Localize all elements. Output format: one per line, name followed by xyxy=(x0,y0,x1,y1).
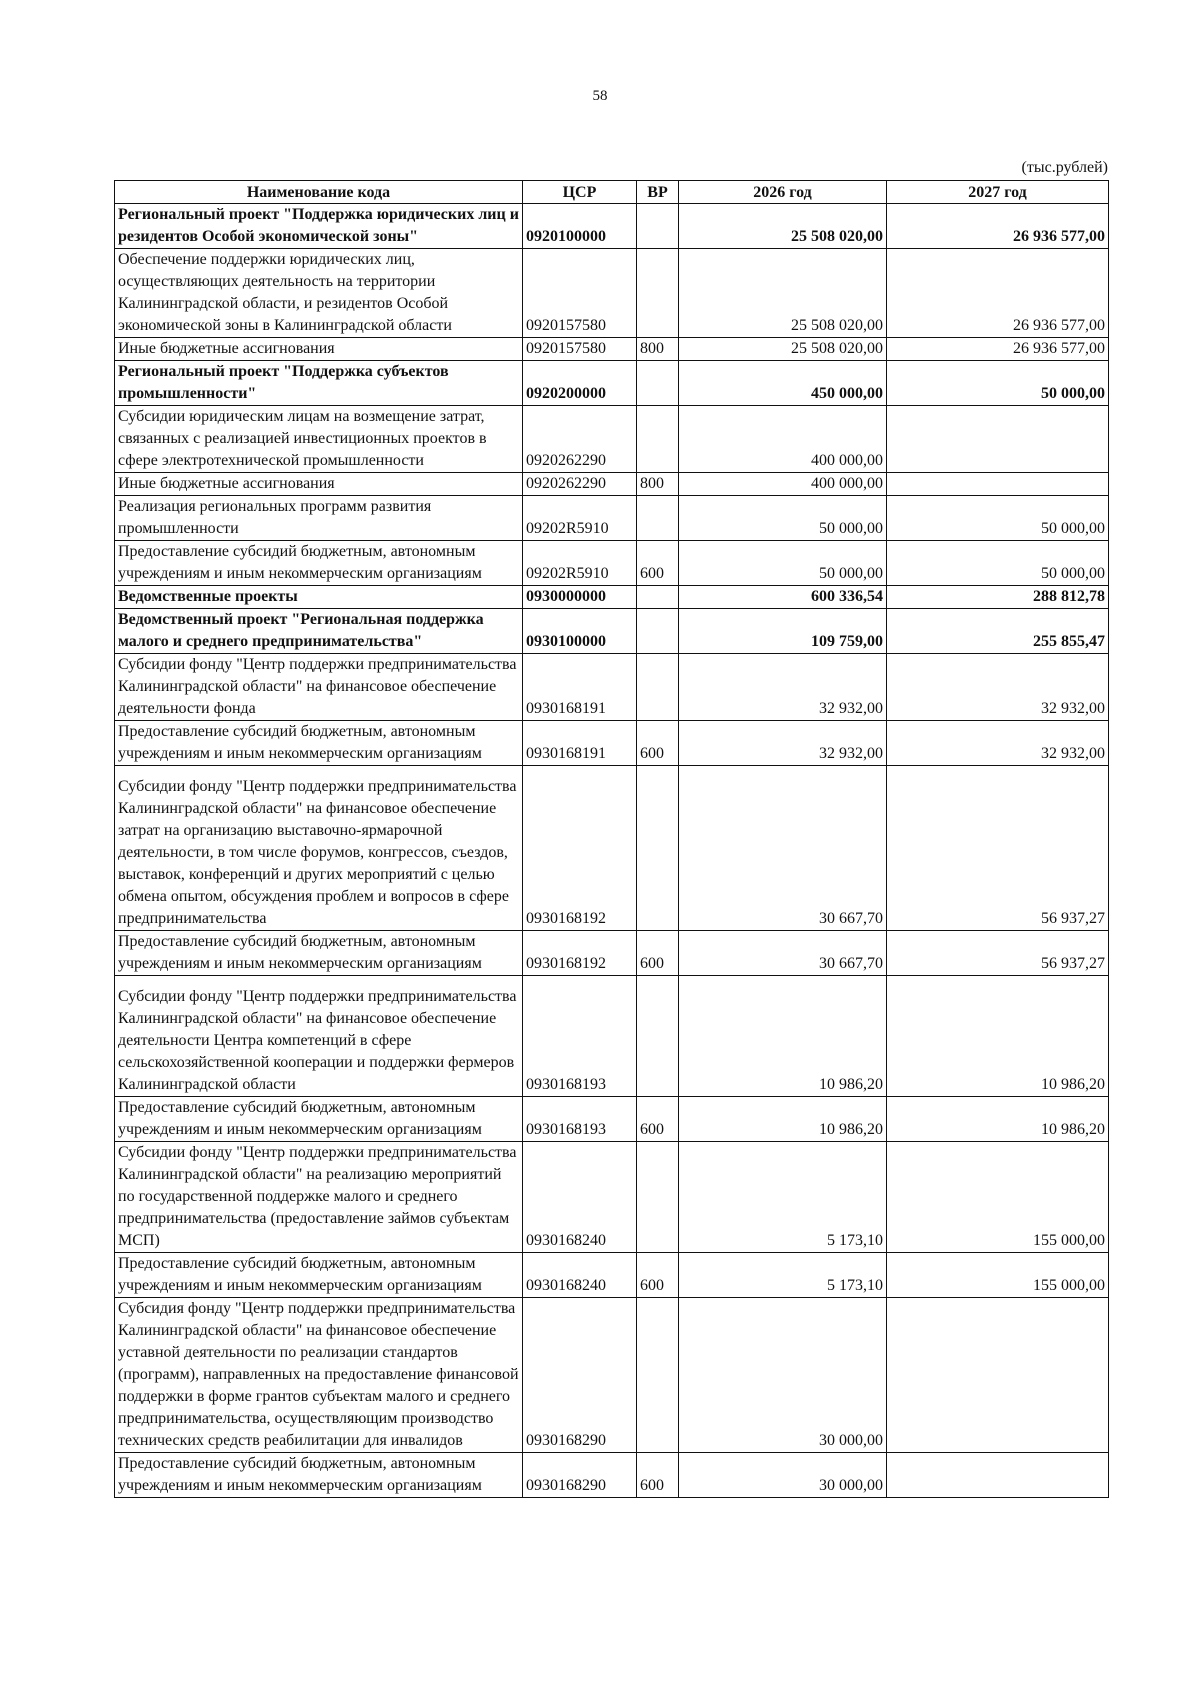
table-row xyxy=(115,541,1109,586)
cell-name: Предоставление субсидий бюджетным, автономным учреждениям и иным некоммерческим организациям xyxy=(115,1453,523,1498)
cell-2027: 50 000,00 xyxy=(887,541,1109,586)
cell-csr: 09202R5910 xyxy=(523,496,637,541)
cell-name: Предоставление субсидий бюджетным, автономным учреждениям и иным некоммерческим организациям xyxy=(115,721,523,766)
cell-csr: 0930168240 xyxy=(523,1253,637,1298)
cell-2027 xyxy=(887,473,1109,496)
cell-vr xyxy=(637,654,679,721)
cell-2026: 400 000,00 xyxy=(679,473,887,496)
table-row xyxy=(115,1253,1109,1298)
cell-vr: 800 xyxy=(637,338,679,361)
cell-name: Субсидии фонду "Центр поддержки предпринимательства Калининградской области" на финансовое обеспечение затрат на организацию выставочно-ярмарочной деятельности, в том числе форумов, конгрессов, съездов, выставок, конференций и других мероприятий с целью обмена опытом, обсуждения проблем и вопросов в сфере предпринимательства xyxy=(115,766,523,931)
page-number: 58 xyxy=(592,88,608,104)
cell-2026: 50 000,00 xyxy=(679,541,887,586)
cell-2026: 32 932,00 xyxy=(679,654,887,721)
table-body xyxy=(115,204,1109,1498)
cell-2027 xyxy=(887,1453,1109,1498)
table-row xyxy=(115,976,1109,1097)
cell-name: Субсидии фонду "Центр поддержки предпринимательства Калининградской области" на финансовое обеспечение деятельности фонда xyxy=(115,654,523,721)
cell-name: Иные бюджетные ассигнования xyxy=(115,338,523,361)
table-row xyxy=(115,473,1109,496)
table-row xyxy=(115,721,1109,766)
table-row xyxy=(115,1097,1109,1142)
cell-2026: 30 667,70 xyxy=(679,766,887,931)
cell-2026: 5 173,10 xyxy=(679,1142,887,1253)
cell-csr: 0930168193 xyxy=(523,1097,637,1142)
budget-table xyxy=(114,180,1109,1498)
cell-csr: 09202R5910 xyxy=(523,541,637,586)
cell-csr: 0920100000 xyxy=(523,204,637,249)
cell-vr xyxy=(637,361,679,406)
cell-vr xyxy=(637,204,679,249)
cell-2027: 288 812,78 xyxy=(887,586,1109,609)
cell-2027 xyxy=(887,406,1109,473)
cell-name: Региональный проект "Поддержка субъектов промышленности" xyxy=(115,361,523,406)
table-row xyxy=(115,496,1109,541)
cell-name: Предоставление субсидий бюджетным, автономным учреждениям и иным некоммерческим организациям xyxy=(115,1097,523,1142)
header-vr: ВР xyxy=(637,181,679,204)
cell-2027: 155 000,00 xyxy=(887,1142,1109,1253)
cell-csr: 0920200000 xyxy=(523,361,637,406)
cell-2027: 56 937,27 xyxy=(887,931,1109,976)
cell-name: Субсидии юридическим лицам на возмещение затрат, связанных с реализацией инвестиционных проектов в сфере электротехнической промышленности xyxy=(115,406,523,473)
cell-vr xyxy=(637,586,679,609)
table-row xyxy=(115,204,1109,249)
cell-csr: 0930000000 xyxy=(523,586,637,609)
cell-vr: 600 xyxy=(637,1097,679,1142)
cell-csr: 0930168290 xyxy=(523,1298,637,1453)
cell-name: Предоставление субсидий бюджетным, автономным учреждениям и иным некоммерческим организациям xyxy=(115,541,523,586)
header-csr: ЦСР xyxy=(523,181,637,204)
cell-csr: 0930168290 xyxy=(523,1453,637,1498)
cell-2027: 155 000,00 xyxy=(887,1253,1109,1298)
cell-vr xyxy=(637,496,679,541)
header-2026: 2026 год xyxy=(679,181,887,204)
cell-csr: 0920157580 xyxy=(523,338,637,361)
cell-csr: 0930168191 xyxy=(523,654,637,721)
cell-2026: 30 000,00 xyxy=(679,1298,887,1453)
cell-csr: 0930168192 xyxy=(523,766,637,931)
table-row xyxy=(115,654,1109,721)
cell-name: Субсидия фонду "Центр поддержки предпринимательства Калининградской области" на финансовое обеспечение уставной деятельности по реализации стандартов (программ), направленных на предоставление финансовой поддержки в форме грантов субъектам малого и среднего предпринимательства, осуществляющим производство технических средств реабилитации для инвалидов xyxy=(115,1298,523,1453)
cell-vr xyxy=(637,249,679,338)
cell-2027: 10 986,20 xyxy=(887,1097,1109,1142)
cell-2027: 255 855,47 xyxy=(887,609,1109,654)
cell-vr xyxy=(637,406,679,473)
cell-2027: 26 936 577,00 xyxy=(887,338,1109,361)
cell-name: Ведомственный проект "Региональная поддержка малого и среднего предпринимательства" xyxy=(115,609,523,654)
table-row xyxy=(115,766,1109,931)
cell-2026: 50 000,00 xyxy=(679,496,887,541)
cell-csr: 0930168191 xyxy=(523,721,637,766)
cell-2026: 450 000,00 xyxy=(679,361,887,406)
cell-2027: 26 936 577,00 xyxy=(887,204,1109,249)
header-name: Наименование кода xyxy=(115,181,523,204)
cell-vr: 600 xyxy=(637,1253,679,1298)
cell-vr: 600 xyxy=(637,721,679,766)
cell-name: Реализация региональных программ развития промышленности xyxy=(115,496,523,541)
cell-2027: 50 000,00 xyxy=(887,496,1109,541)
cell-2026: 5 173,10 xyxy=(679,1253,887,1298)
table-row xyxy=(115,1298,1109,1453)
cell-2026: 32 932,00 xyxy=(679,721,887,766)
cell-vr: 800 xyxy=(637,473,679,496)
table-header-row xyxy=(115,181,1109,204)
cell-vr xyxy=(637,609,679,654)
cell-2027: 32 932,00 xyxy=(887,654,1109,721)
cell-2026: 10 986,20 xyxy=(679,976,887,1097)
cell-name: Ведомственные проекты xyxy=(115,586,523,609)
table-row xyxy=(115,361,1109,406)
cell-vr xyxy=(637,766,679,931)
cell-2026: 30 000,00 xyxy=(679,1453,887,1498)
cell-csr: 0930168193 xyxy=(523,976,637,1097)
cell-name: Региональный проект "Поддержка юридических лиц и резидентов Особой экономической зоны" xyxy=(115,204,523,249)
cell-2026: 25 508 020,00 xyxy=(679,249,887,338)
cell-2027: 32 932,00 xyxy=(887,721,1109,766)
cell-name: Иные бюджетные ассигнования xyxy=(115,473,523,496)
table-row xyxy=(115,1453,1109,1498)
cell-csr: 0920262290 xyxy=(523,473,637,496)
cell-vr xyxy=(637,976,679,1097)
cell-name: Субсидии фонду "Центр поддержки предпринимательства Калининградской области" на реализацию мероприятий по государственной поддержке малого и среднего предпринимательства (предоставление займов субъектам МСП) xyxy=(115,1142,523,1253)
cell-vr xyxy=(637,1298,679,1453)
units-label: (тыс.рублей) xyxy=(1021,159,1108,176)
cell-name: Предоставление субсидий бюджетным, автономным учреждениям и иным некоммерческим организациям xyxy=(115,1253,523,1298)
cell-csr: 0930168240 xyxy=(523,1142,637,1253)
cell-2026: 10 986,20 xyxy=(679,1097,887,1142)
table-row xyxy=(115,1142,1109,1253)
cell-csr: 0930100000 xyxy=(523,609,637,654)
cell-2027: 26 936 577,00 xyxy=(887,249,1109,338)
table-row xyxy=(115,406,1109,473)
cell-2026: 109 759,00 xyxy=(679,609,887,654)
cell-name: Обеспечение поддержки юридических лиц, осуществляющих деятельность на территории Калининградской области, и резидентов Особой экономической зоны в Калининградской области xyxy=(115,249,523,338)
cell-2027: 10 986,20 xyxy=(887,976,1109,1097)
table-row xyxy=(115,249,1109,338)
cell-vr xyxy=(637,1142,679,1253)
cell-name: Предоставление субсидий бюджетным, автономным учреждениям и иным некоммерческим организациям xyxy=(115,931,523,976)
cell-csr: 0920262290 xyxy=(523,406,637,473)
header-2027: 2027 год xyxy=(887,181,1109,204)
cell-2026: 30 667,70 xyxy=(679,931,887,976)
table-row xyxy=(115,609,1109,654)
table-row xyxy=(115,931,1109,976)
table-row xyxy=(115,338,1109,361)
table-row xyxy=(115,586,1109,609)
cell-csr: 0920157580 xyxy=(523,249,637,338)
cell-2027 xyxy=(887,1298,1109,1453)
cell-vr: 600 xyxy=(637,931,679,976)
cell-vr: 600 xyxy=(637,1453,679,1498)
cell-2026: 25 508 020,00 xyxy=(679,204,887,249)
cell-2026: 25 508 020,00 xyxy=(679,338,887,361)
cell-2027: 56 937,27 xyxy=(887,766,1109,931)
cell-name: Субсидии фонду "Центр поддержки предпринимательства Калининградской области" на финансовое обеспечение деятельности Центра компетенций в сфере сельскохозяйственной кооперации и поддержки фермеров Калининградской области xyxy=(115,976,523,1097)
cell-2026: 400 000,00 xyxy=(679,406,887,473)
cell-2026: 600 336,54 xyxy=(679,586,887,609)
cell-csr: 0930168192 xyxy=(523,931,637,976)
cell-2027: 50 000,00 xyxy=(887,361,1109,406)
cell-vr: 600 xyxy=(637,541,679,586)
